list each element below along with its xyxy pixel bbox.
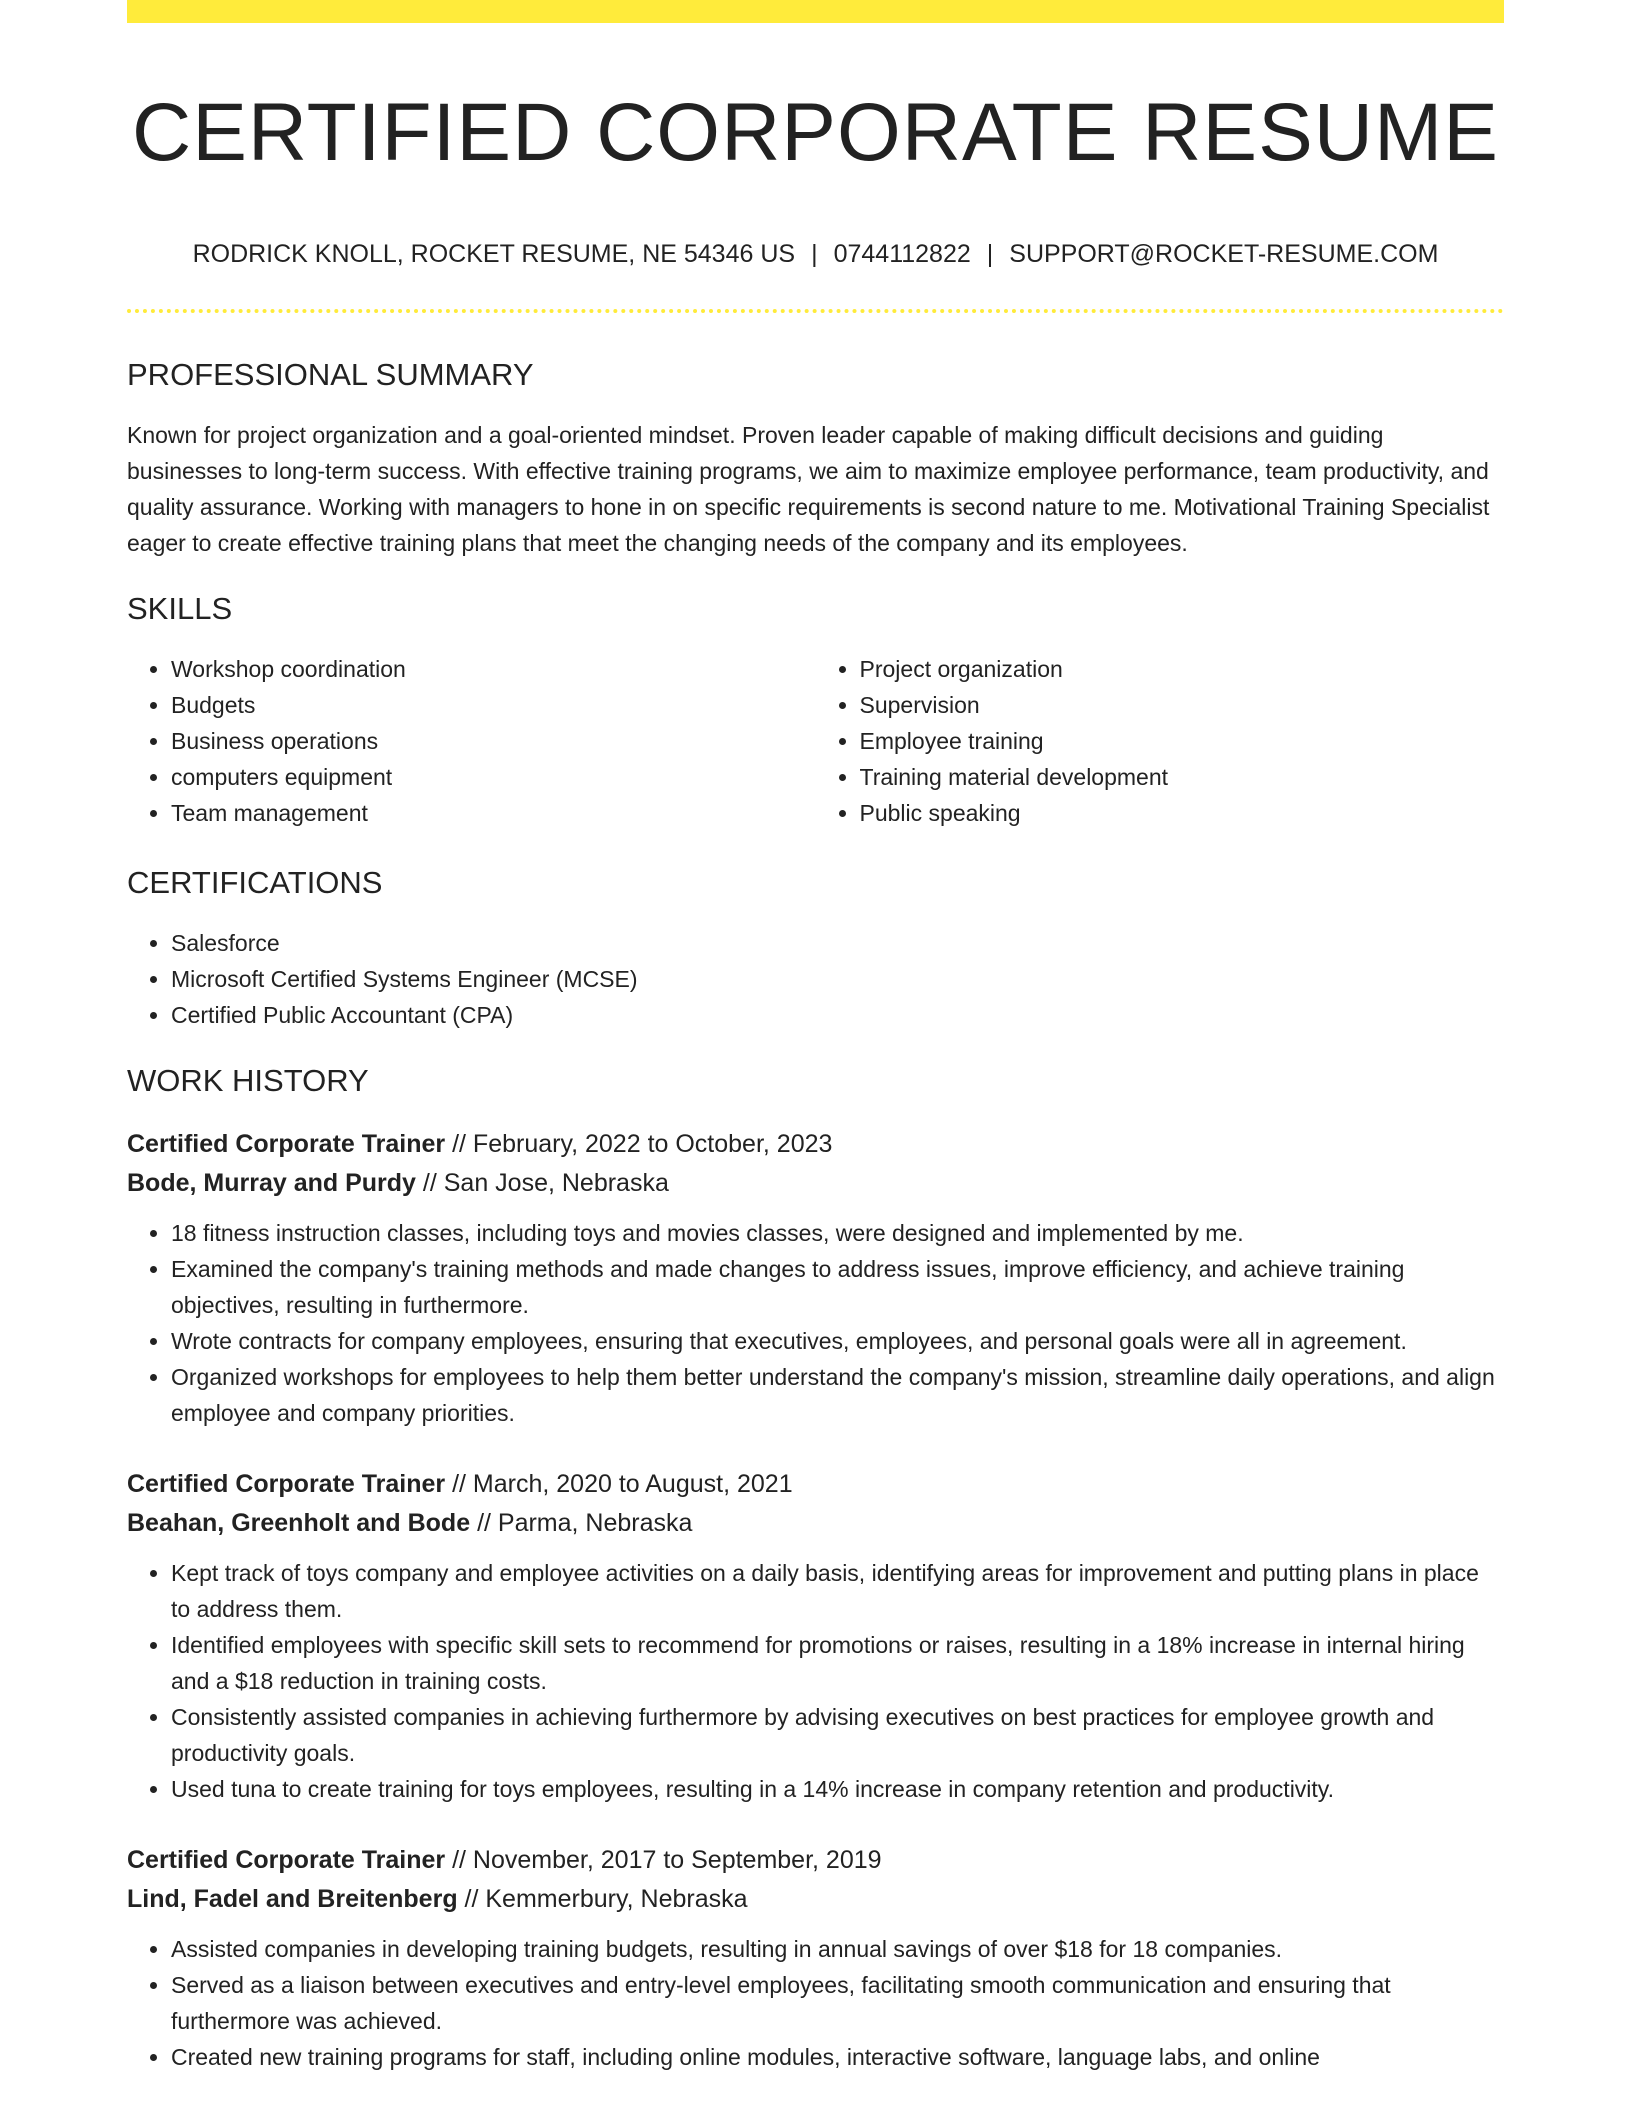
skills-heading: SKILLS <box>127 591 233 626</box>
job-company: Bode, Murray and Purdy <box>127 1169 416 1197</box>
certification-item: • Salesforce <box>171 925 1504 961</box>
dotted-divider <box>127 309 1504 313</box>
certifications-heading: CERTIFICATIONS <box>127 865 383 900</box>
job-bullet: • Kept track of toys company and employee activities on a daily basis, identifying areas for improvement and putting plans in place to address them. <box>171 1555 1504 1627</box>
contact-phone: 0744112822 <box>833 240 971 268</box>
job-company: Beahan, Greenholt and Bode <box>127 1509 471 1537</box>
skill-item: • Training material development <box>860 759 1505 795</box>
skills-left-column <box>127 651 816 831</box>
skill-item: • Team management <box>171 795 816 831</box>
job-title-line <box>127 1465 1504 1504</box>
top-accent-bar <box>127 0 1504 23</box>
job-bullet: • Created new training programs for staff, including online modules, interactive software, language labs, and online <box>171 2039 1504 2075</box>
certification-item: • Certified Public Accountant (CPA) <box>171 997 1504 1033</box>
job-bullet: • Wrote contracts for company employees, ensuring that executives, employees, and personal goals were all in agreement. <box>171 1323 1504 1359</box>
contact-separator: | <box>811 240 818 268</box>
summary-text: Known for project organization and a goal-oriented mindset. Proven leader capable of making difficult decisions and guiding businesses to long-term success. With effective training programs, we aim to maximize employee performance, team productivity, and quality assurance. Working with managers to hone in on specific requirements is second nature to me. Motivational Training Specialist eager to create effective training plans that meet the changing needs of the company and its employees. <box>127 422 1490 556</box>
job-company-line <box>127 1164 1504 1203</box>
job-bullet: • Organized workshops for employees to help them better understand the company's mission, streamline daily operations, and align employee and company priorities. <box>171 1359 1504 1431</box>
summary-heading: PROFESSIONAL SUMMARY <box>127 357 534 392</box>
job-dates: // February, 2022 to October, 2023 <box>452 1130 833 1158</box>
job-bullet: • 18 fitness instruction classes, including toys and movies classes, were designed and implemented by me. <box>171 1215 1504 1251</box>
contact-separator: | <box>986 240 994 268</box>
job-bullet: • Consistently assisted companies in achieving furthermore by advising executives on best practices for employee growth and productivity goals. <box>171 1699 1504 1771</box>
job-company-line <box>127 1504 1504 1543</box>
skill-item: • computers equipment <box>171 759 816 795</box>
job-title: Certified Corporate Trainer <box>127 1130 446 1158</box>
certification-item: • Microsoft Certified Systems Engineer (MCSE) <box>171 961 1504 997</box>
job-bullet: • Examined the company's training methods and made changes to address issues, improve efficiency, and achieve training objectives, resulting in furthermore. <box>171 1251 1504 1323</box>
skill-item: • Workshop coordination <box>171 651 816 687</box>
contact-line <box>127 239 1504 269</box>
job-entry <box>127 1465 1504 1807</box>
job-company: Lind, Fadel and Breitenberg <box>127 1885 458 1913</box>
job-company-line <box>127 1880 1504 1919</box>
job-bullet: • Served as a liaison between executives and entry-level employees, facilitating smooth communication and ensuring that furthermore was achieved. <box>171 1967 1504 2039</box>
job-title: Certified Corporate Trainer <box>127 1470 446 1498</box>
job-bullet: • Assisted companies in developing training budgets, resulting in annual savings of over $18 for 18 companies. <box>171 1931 1504 1967</box>
job-title-line <box>127 1125 1504 1164</box>
job-bullets <box>127 1215 1504 1431</box>
skill-item: • Employee training <box>860 723 1505 759</box>
page-title: CERTIFIED CORPORATE RESUME <box>132 87 1499 178</box>
skill-item: • Project organization <box>860 651 1505 687</box>
certifications-list <box>127 925 1504 1033</box>
job-dates: // November, 2017 to September, 2019 <box>452 1846 882 1874</box>
job-bullet: • Used tuna to create training for toys employees, resulting in a 14% increase in company retention and productivity. <box>171 1771 1504 1807</box>
skills-grid <box>127 651 1504 831</box>
skills-right-column <box>816 651 1505 831</box>
job-bullet: • Identified employees with specific skill sets to recommend for promotions or raises, resulting in a 18% increase in internal hiring and a $18 reduction in training costs. <box>171 1627 1504 1699</box>
job-title-line <box>127 1841 1504 1880</box>
job-location: // San Jose, Nebraska <box>422 1169 669 1197</box>
skill-item: • Supervision <box>860 687 1505 723</box>
resume-page <box>127 0 1504 2075</box>
job-entry <box>127 1125 1504 1431</box>
job-bullets <box>127 1931 1504 2075</box>
contact-address: RODRICK KNOLL, ROCKET RESUME, NE 54346 US <box>192 240 796 268</box>
job-location: // Kemmerbury, Nebraska <box>464 1885 748 1913</box>
job-location: // Parma, Nebraska <box>477 1509 693 1537</box>
work-history-heading: WORK HISTORY <box>127 1063 369 1098</box>
job-bullets <box>127 1555 1504 1807</box>
skill-item: • Business operations <box>171 723 816 759</box>
skill-item: • Budgets <box>171 687 816 723</box>
job-dates: // March, 2020 to August, 2021 <box>452 1470 793 1498</box>
skill-item: • Public speaking <box>860 795 1505 831</box>
job-entry <box>127 1841 1504 2075</box>
contact-email: SUPPORT@ROCKET-RESUME.COM <box>1009 240 1439 268</box>
job-title: Certified Corporate Trainer <box>127 1846 446 1874</box>
